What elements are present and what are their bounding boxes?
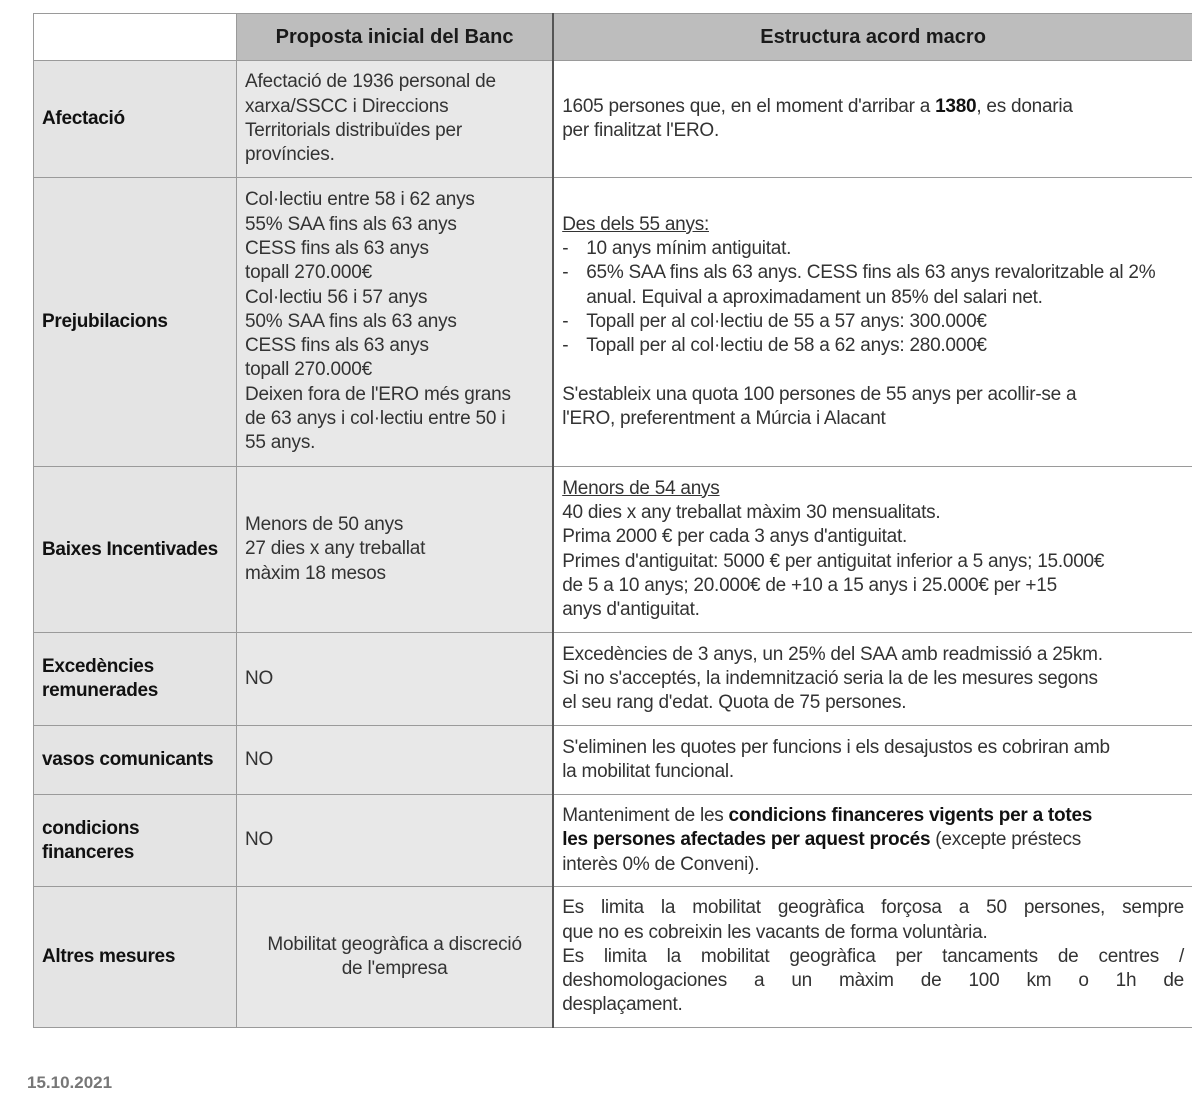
- proposal-cell: Afectació de 1936 personal de xarxa/SSCC i Direccions Territorials distribuïdes per províncies.: [236, 61, 553, 178]
- header-blank: [34, 14, 237, 61]
- proposal-cell: Mobilitat geogràfica a discreció de l'empresa: [236, 887, 553, 1028]
- footer-date: 15.10.2021: [27, 1073, 113, 1092]
- list-item: - Topall per al col·lectiu de 58 a 62 anys: 280.000€: [562, 335, 987, 357]
- proposal-cell: NO: [236, 633, 553, 726]
- agreement-cell: Excedències de 3 anys, un 25% del SAA amb readmissió a 25km. Si no s'acceptés, la indemnització seria la de les mesures segons el seu rang d'edat. Quota de 75 persones.: [553, 633, 1192, 726]
- agreement-cell: S'eliminen les quotes per funcions i els desajustos es cobriran amb la mobilitat funcional.: [553, 726, 1192, 795]
- row-label: Afectació: [34, 61, 237, 178]
- row-label: Altres mesures: [34, 887, 237, 1028]
- row-condicions: [34, 795, 1192, 887]
- row-label: Prejubilacions: [34, 178, 237, 467]
- row-vasos: [34, 726, 1192, 795]
- proposal-cell: NO: [236, 795, 553, 887]
- row-label: Baixes Incentivades: [34, 467, 237, 633]
- agreement-cell: Des dels 55 anys: - 10 anys mínim antiguitat. - 65% SAA fins als 63 anys. CESS fins als 63 anys revaloritzable al 2% anual. Equival a aproximadament un 85% del salari net. - Topall per al col·lectiu de 55 a 57 anys: 300.000€ - Topall per al col·lectiu de 58 a 62 anys: 280.000€ S'estableix una quota 100 persones de 55 anys per acollir-se a l'ERO, preferentment a Múrcia i Alacant: [553, 178, 1192, 467]
- proposal-cell: Col·lectiu entre 58 i 62 anys 55% SAA fins als 63 anys CESS fins als 63 anys topall 270.000€ Col·lectiu 56 i 57 anys 50% SAA fins als 63 anys CESS fins als 63 anys topall 270.000€ Deixen fora de l'ERO més grans de 63 anys i col·lectiu entre 50 i 55 anys.: [236, 178, 553, 467]
- list-item: - Topall per al col·lectiu de 55 a 57 anys: 300.000€: [562, 311, 987, 332]
- proposal-cell: Menors de 50 anys 27 dies x any treballat màxim 18 mesos: [236, 467, 553, 633]
- row-label: vasos comunicants: [34, 726, 237, 795]
- agreement-cell: Manteniment de les condicions financeres vigents per a totes les persones afectades per aquest procés (excepte préstecs interès 0% de Conveni).: [553, 795, 1192, 887]
- agreement-cell: Es limita la mobilitat geogràfica forçosa a 50 persones, sempre que no es cobreixin les vacants de forma voluntària. Es limita la mobilitat geogràfica per tancaments de centres / deshomologaciones a un màxim de 100 km o 1h de desplaçament.: [553, 887, 1192, 1028]
- header-agreement: Estructura acord macro: [553, 14, 1192, 61]
- row-excedencies: [34, 633, 1192, 726]
- row-afectacio: [34, 61, 1192, 178]
- row-label: condicions financeres: [34, 795, 237, 887]
- header-row: [34, 14, 1192, 61]
- row-prejubilacions: [34, 178, 1192, 467]
- agreement-cell: 1605 persones que, en el moment d'arribar a 1380, es donaria per finalitzat l'ERO.: [553, 61, 1192, 178]
- row-altres: [34, 887, 1192, 1028]
- list-item: - 10 anys mínim antiguitat.: [562, 238, 792, 260]
- agreement-cell: Menors de 54 anys 40 dies x any treballat màxim 30 mensualitats. Prima 2000 € per cada 3 anys d'antiguitat. Primes d'antiguitat: 5000 € per antiguitat inferior a 5 anys; 15.000€ de 5 a 10 anys; 20.000€ de +10 a 15 anys i 25.000€ per +15 anys d'antiguitat.: [553, 467, 1192, 633]
- list-item: - 65% SAA fins als 63 anys. CESS fins als 63 anys revaloritzable al 2% anual. Equival a aproximadament un 85% del salari net.: [562, 262, 1156, 308]
- proposal-cell: NO: [236, 726, 553, 795]
- row-label: Excedències remunerades: [34, 633, 237, 726]
- comparison-table: [33, 13, 1192, 1028]
- row-baixes: [34, 467, 1192, 633]
- header-proposal: Proposta inicial del Banc: [236, 14, 553, 61]
